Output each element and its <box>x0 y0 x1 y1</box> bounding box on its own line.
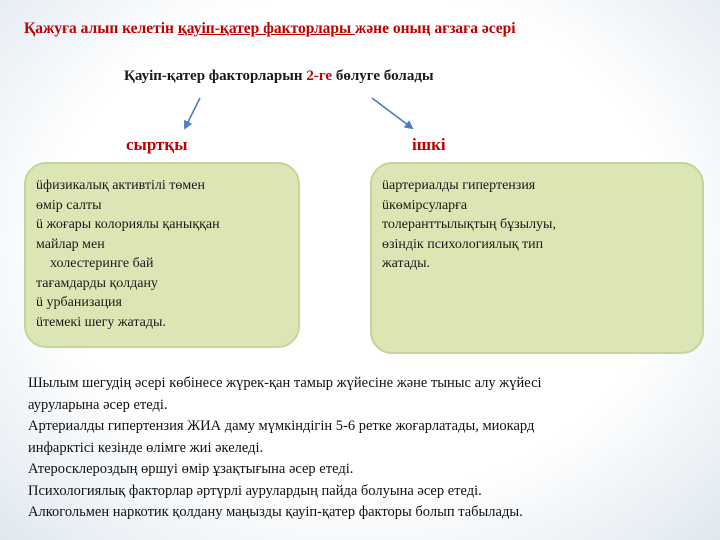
slide-subtitle <box>124 68 434 85</box>
internal-factors-box <box>370 162 704 354</box>
internal-label: ішкі <box>412 135 446 154</box>
title-part-2: қауіп-қатер факторлары <box>177 20 356 37</box>
slide-title <box>24 20 704 38</box>
summary-line: Психологиялық факторлар әртүрлі аурулардың пайда болуына әсер етеді. <box>28 482 482 499</box>
external-factor-line: üтемекі шегу жатады. <box>36 314 166 330</box>
subtitle-highlight: 2-ге <box>306 68 333 84</box>
arrow-to-internal <box>372 98 412 128</box>
external-factor-line: холестеринге бай <box>36 256 154 271</box>
internal-factor-line: толеранттылықтың бұзылуы, <box>382 217 556 232</box>
external-factors-box <box>24 162 300 348</box>
summary-line: Шылым шегудің әсері көбінесе жүрек-қан тамыр жүйесіне және тыныс алу жүйесі <box>28 375 542 391</box>
external-factor-line: ü жоғары колориялы қаныққан <box>36 217 220 232</box>
summary-line: Атеросклероздың өршуі өмір ұзақтығына әсер етеді. <box>28 461 354 477</box>
external-factor-line: өмір салты <box>36 197 102 213</box>
internal-factor-line: üкөмірсуларға <box>382 197 468 213</box>
summary-line: Алкогольмен наркотик қолдану маңызды қауіп-қатер факторы болып табылады. <box>28 504 523 520</box>
internal-factor-line: өзіндік психологиялық тип <box>382 236 544 252</box>
arrow-to-external <box>185 98 200 128</box>
external-factor-line: ü урбанизация <box>36 295 122 310</box>
summary-text <box>28 373 708 524</box>
title-part-3: және оның ағзаға әсері <box>355 20 516 37</box>
internal-factor-line: üартериалды гипертензия <box>382 178 536 193</box>
title-part-1: Қажуға алып келетін <box>24 20 178 37</box>
summary-line: инфарктісі кезінде өлімге жиі әкеледі. <box>28 439 264 456</box>
external-factor-line: üфизикалық активтілі төмен <box>36 178 205 193</box>
summary-line: ауруларына әсер етеді. <box>28 396 168 413</box>
external-label: сыртқы <box>126 135 188 154</box>
external-factor-line: майлар мен <box>36 236 105 252</box>
summary-line: Артериалды гипертензия ЖИА даму мүмкіндігін 5-6 ретке жоғарлатады, миокард <box>28 418 535 434</box>
subtitle-before: Қауіп-қатер факторларын <box>124 68 307 84</box>
external-factor-line: тағамдарды қолдану <box>36 275 158 291</box>
internal-factor-line: жатады. <box>382 256 431 271</box>
subtitle-after: бөлуге болады <box>332 68 434 84</box>
